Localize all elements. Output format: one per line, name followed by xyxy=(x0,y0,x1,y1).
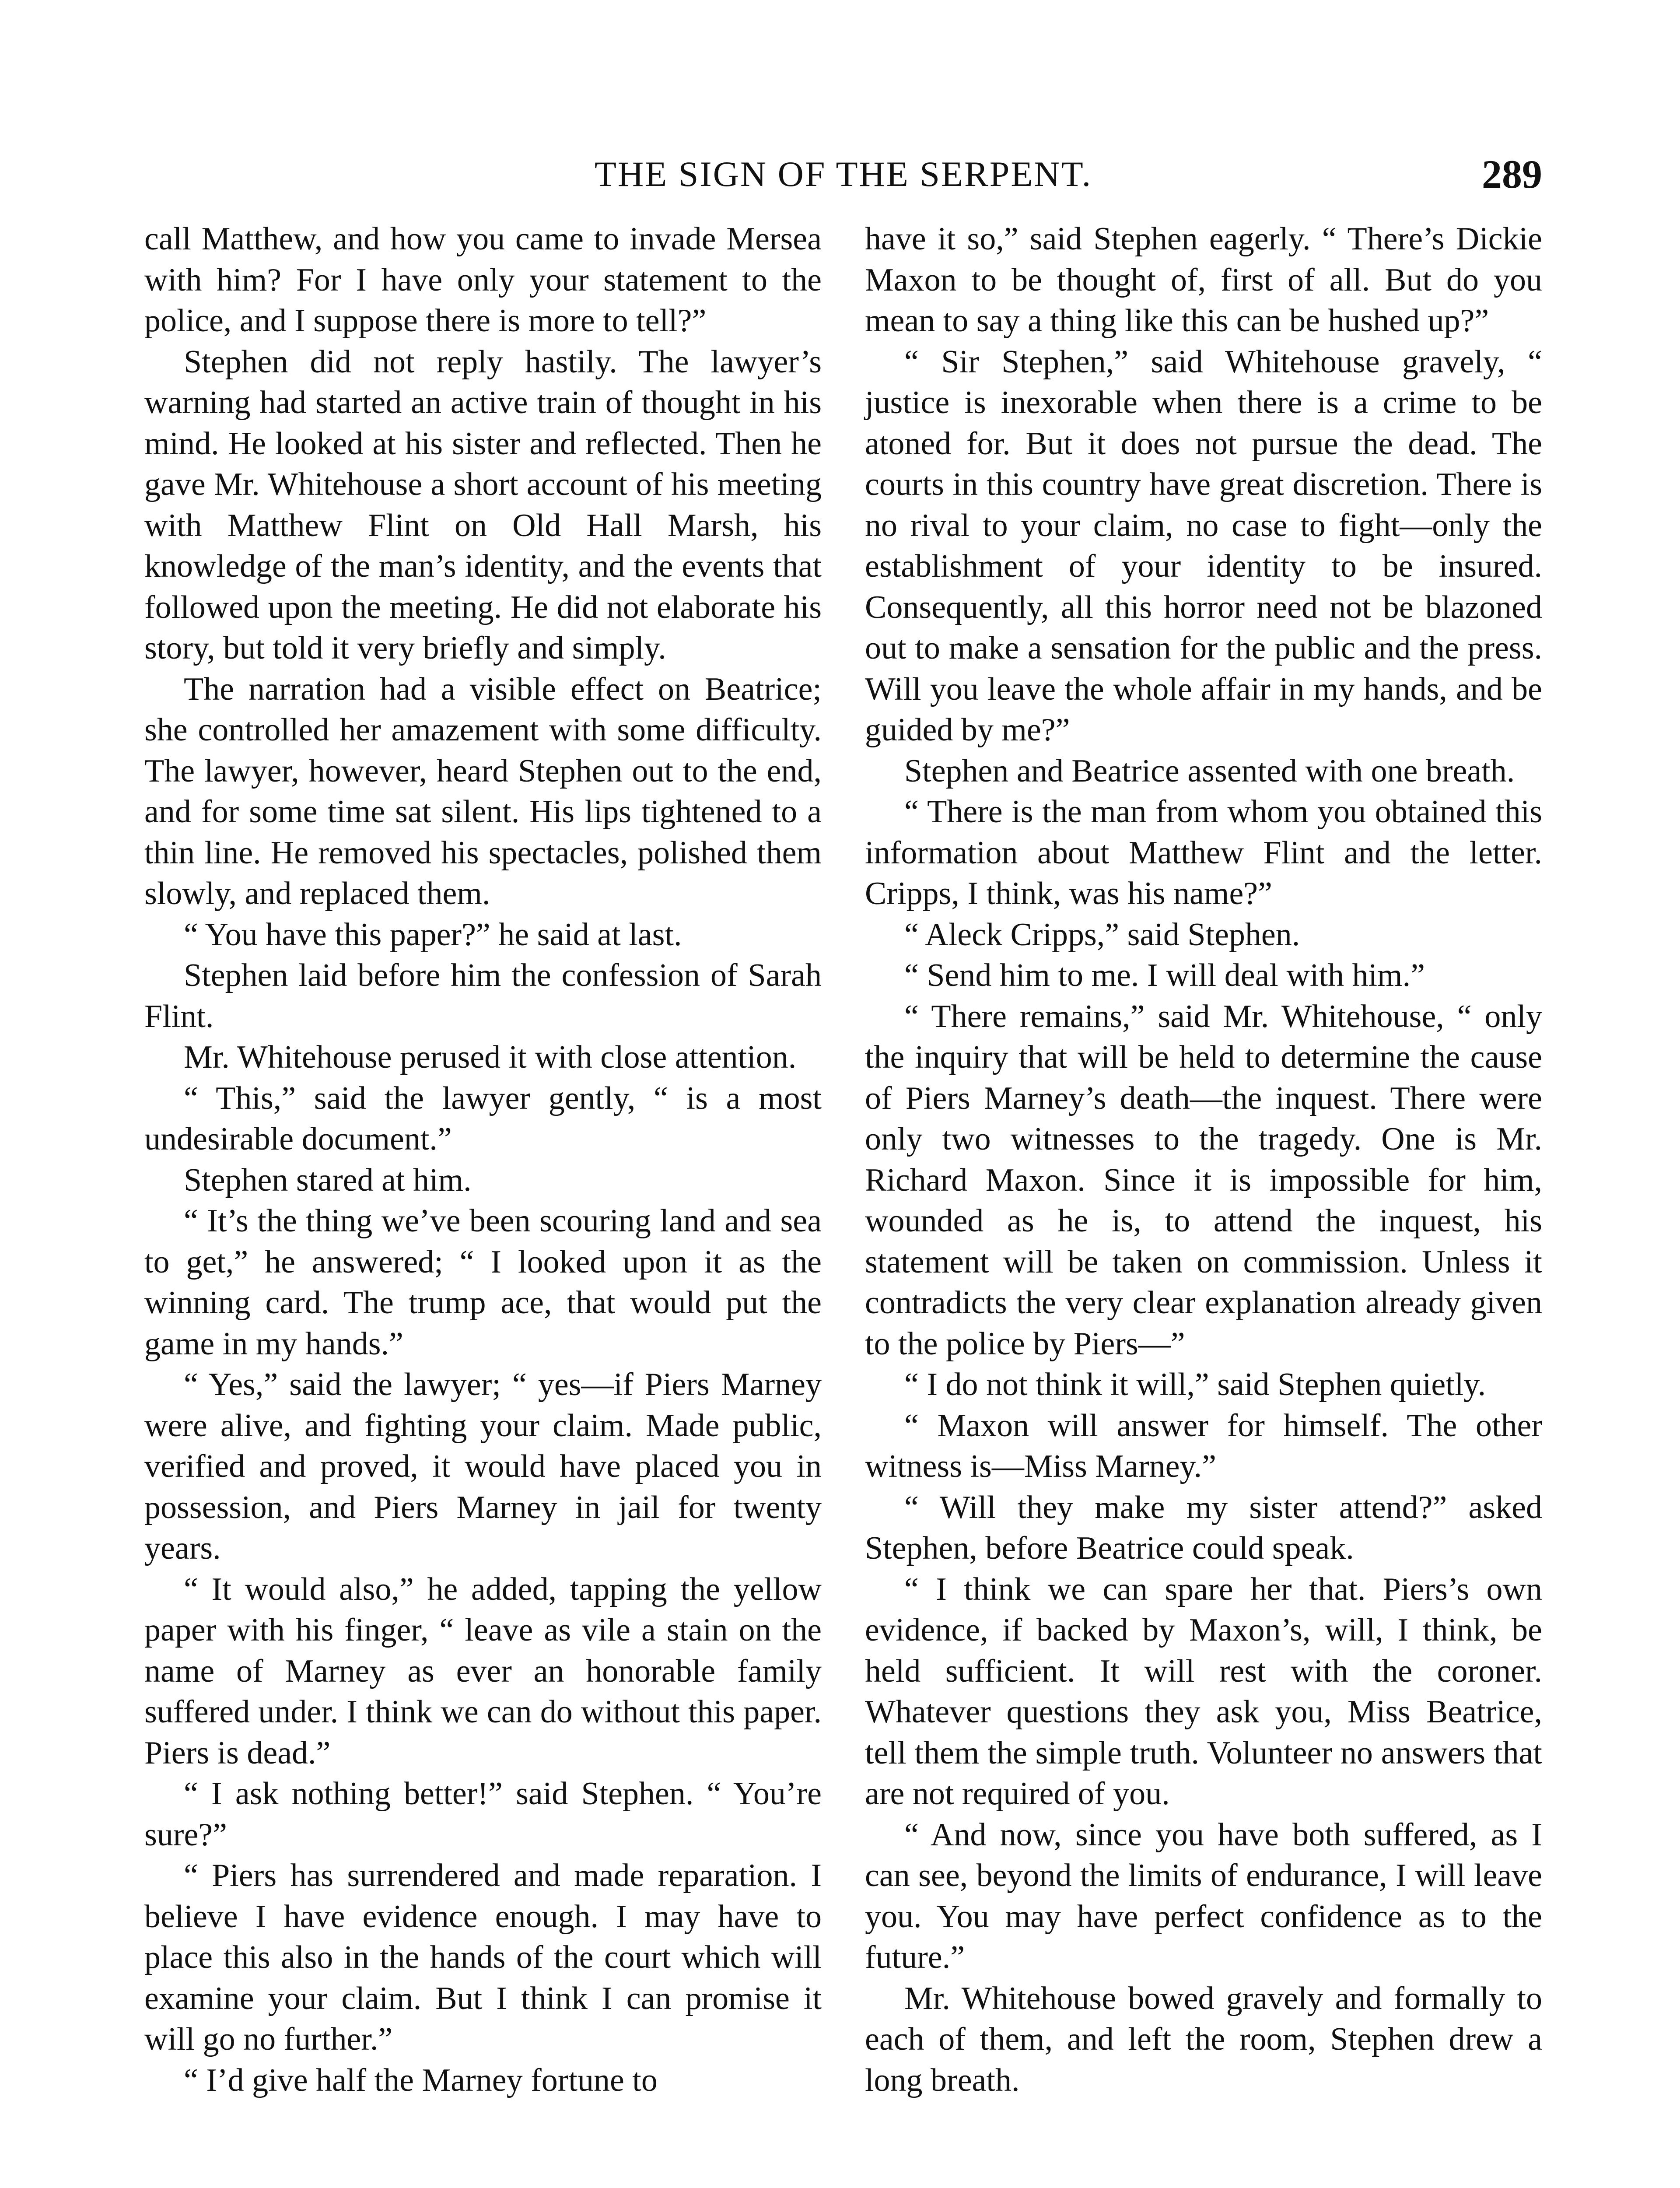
paragraph: Stephen and Beatrice assented with one breath. xyxy=(904,753,1515,789)
paragraph: “ Will they make my sister attend?” asked Stephen, before Beatrice could speak. xyxy=(865,1489,1542,1566)
paragraph: “ I do not think it will,” said Stephen quietly. xyxy=(904,1367,1486,1403)
paragraph: “ Sir Stephen,” said Whitehouse gravely, “ justice is inexorable when there is a crime to be atoned for. But it does not pursue the dead. The courts in this country have great discretion. There is no rival to your claim, no case to fight—only the establishment of your identity to be insured. Consequently, all this horror need not be blazoned out to make a sensation for the public and the press. Will you leave the whole affair in my hands, and be guided by me?” xyxy=(865,344,1542,748)
page-number: 289 xyxy=(1482,152,1542,196)
paragraph: “ I ask nothing better!” said Stephen. “ You’re sure?” xyxy=(144,1776,822,1853)
paragraph: “ You have this paper?” he said at last. xyxy=(184,916,682,953)
paragraph: Stephen laid before him the confession of Sarah Flint. xyxy=(144,957,822,1034)
running-head xyxy=(144,148,1542,200)
paragraph: Mr. Whitehouse bowed gravely and formally to each of them, and left the room, Stephen drew a long breath. xyxy=(865,1980,1542,2098)
paragraph: “ It would also,” he added, tapping the yellow paper with his finger, “ leave as vile a stain on the name of Marney as ever an honorable family suffered under. I think we can do without this paper. Piers is dead.” xyxy=(144,1571,822,1771)
paragraph: call Matthew, and how you came to invade Mersea with him? For I have only your statement to the police, and I suppose there is more to tell?” xyxy=(144,221,822,339)
right-column xyxy=(865,219,1542,2101)
paragraph: “ I think we can spare her that. Piers’s own evidence, if backed by Maxon’s, will, I think, be held sufficient. It will rest with the coroner. Whatever questions they ask you, Miss Beatrice, tell them the simple truth. Volunteer no answers that are not required of you. xyxy=(865,1571,1542,1812)
paragraph: “ Send him to me. I will deal with him.” xyxy=(904,957,1425,993)
paragraph: Mr. Whitehouse perused it with close attention. xyxy=(184,1039,797,1075)
paragraph: “ There remains,” said Mr. Whitehouse, “ only the inquiry that will be held to determine the cause of Piers Marney’s death—the inquest. There were only two witnesses to the tragedy. One is Mr. Richard Maxon. Since it is impossible for him, wounded as he is, to attend the inquest, his statement will be taken on commission. Unless it contradicts the very clear explanation already given to the police by Piers—” xyxy=(865,998,1542,1362)
paragraph: The narration had a visible effect on Beatrice; she controlled her amazement with some difficulty. The lawyer, however, heard Stephen out to the end, and for some time sat silent. His lips tightened to a thin line. He removed his spectacles, polished them slowly, and replaced them. xyxy=(144,671,822,912)
paragraph: “ There is the man from whom you obtained this information about Matthew Flint and the letter. Cripps, I think, was his name?” xyxy=(865,794,1542,912)
paragraph: Stephen stared at him. xyxy=(184,1162,472,1198)
paragraph: “ This,” said the lawyer gently, “ is a most undesirable document.” xyxy=(144,1080,822,1157)
left-column xyxy=(144,219,822,2101)
paragraph: “ Piers has surrendered and made reparation. I believe I have evidence enough. I may have to place this also in the hands of the court which will examine your claim. But I think I can promise it will go no further.” xyxy=(144,1858,822,2057)
running-title: THE SIGN OF THE SERPENT. xyxy=(594,154,1092,194)
paragraph: “ It’s the thing we’ve been scouring land and sea to get,” he answered; “ I looked upon it as the winning card. The trump ace, that would put the game in my hands.” xyxy=(144,1203,822,1362)
paragraph: “ Yes,” said the lawyer; “ yes—if Piers Marney were alive, and fighting your claim. Made public, verified and proved, it would have placed you in possession, and Piers Marney in jail for twenty years. xyxy=(144,1367,822,1566)
paragraph: “ Aleck Cripps,” said Stephen. xyxy=(904,916,1300,953)
paragraph: have it so,” said Stephen eagerly. “ There’s Dickie Maxon to be thought of, first of all. But do you mean to say a thing like this can be hushed up?” xyxy=(865,221,1542,339)
paragraph: “ Maxon will answer for himself. The other witness is—Miss Marney.” xyxy=(865,1407,1542,1484)
paragraph: Stephen did not reply hastily. The lawyer’s warning had started an active train of thought in his mind. He looked at his sister and reflected. Then he gave Mr. Whitehouse a short account of his meeting with Matthew Flint on Old Hall Marsh, his knowledge of the man’s identity, and the events that followed upon the meeting. He did not elaborate his story, but told it very briefly and simply. xyxy=(144,344,822,666)
paragraph: “ And now, since you have both suffered, as I can see, beyond the limits of endurance, I will leave you. You may have perfect confidence as to the future.” xyxy=(865,1816,1542,1975)
paragraph: “ I’d give half the Marney fortune to xyxy=(184,2062,658,2098)
